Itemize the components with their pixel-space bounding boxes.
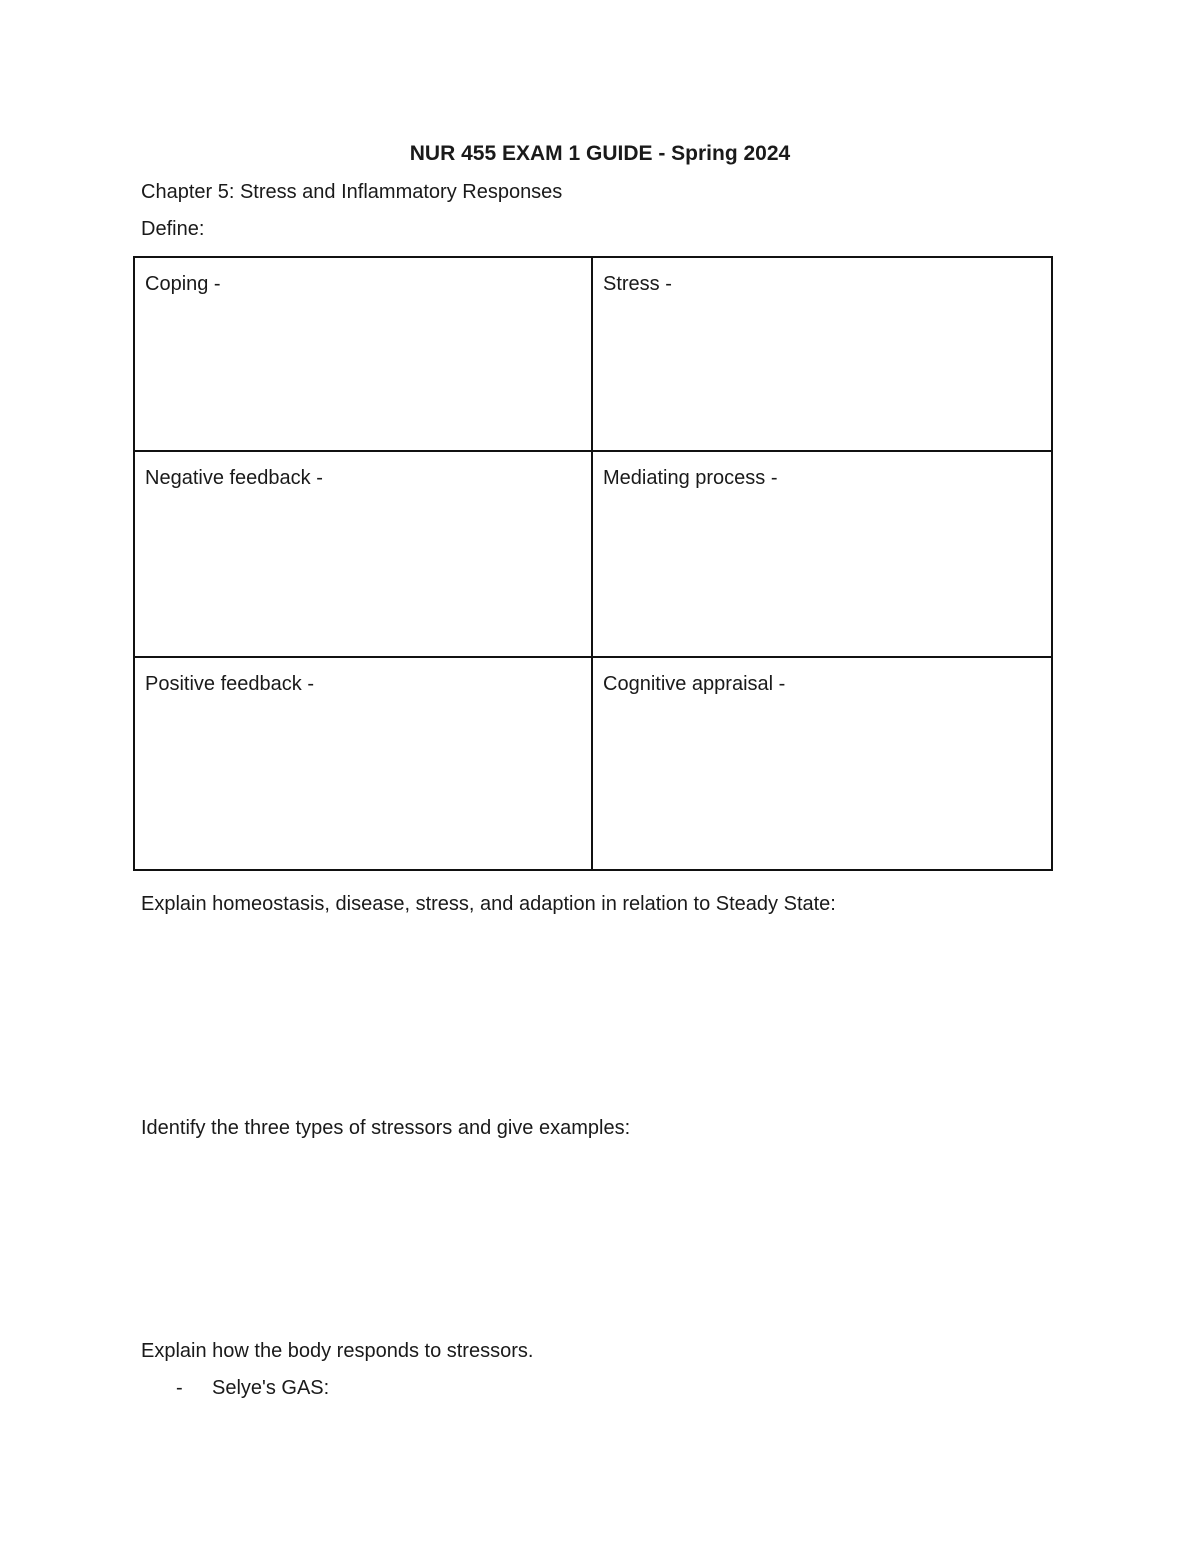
definition-cell-positive-feedback (135, 658, 593, 869)
bullet-item-selye-gas (176, 1376, 329, 1400)
definitions-table (133, 256, 1053, 871)
definition-term: Mediating process - (603, 467, 778, 489)
bullet-text: Selye's GAS: (212, 1377, 330, 1399)
definition-cell-negative-feedback (135, 452, 593, 658)
chapter-heading: Chapter 5: Stress and Inflammatory Responses (141, 181, 563, 203)
bullet-marker: - (176, 1377, 183, 1399)
definition-cell-stress (593, 258, 1051, 452)
definition-term: Positive feedback - (145, 673, 314, 695)
definition-term: Cognitive appraisal - (603, 673, 786, 695)
definition-term: Coping - (145, 273, 221, 295)
question-homeostasis: Explain homeostasis, disease, stress, and adaption in relation to Steady State: (141, 893, 836, 915)
definition-cell-coping (135, 258, 593, 452)
document-title: NUR 455 EXAM 1 GUIDE - Spring 2024 (409, 142, 791, 165)
question-body-response: Explain how the body responds to stressors. (141, 1340, 534, 1362)
definition-cell-cognitive-appraisal (593, 658, 1051, 869)
question-stressor-types: Identify the three types of stressors and give examples: (141, 1117, 631, 1139)
define-label: Define: (141, 218, 205, 240)
definition-term: Stress - (603, 273, 672, 295)
definition-term: Negative feedback - (145, 467, 323, 489)
definition-cell-mediating-process (593, 452, 1051, 658)
